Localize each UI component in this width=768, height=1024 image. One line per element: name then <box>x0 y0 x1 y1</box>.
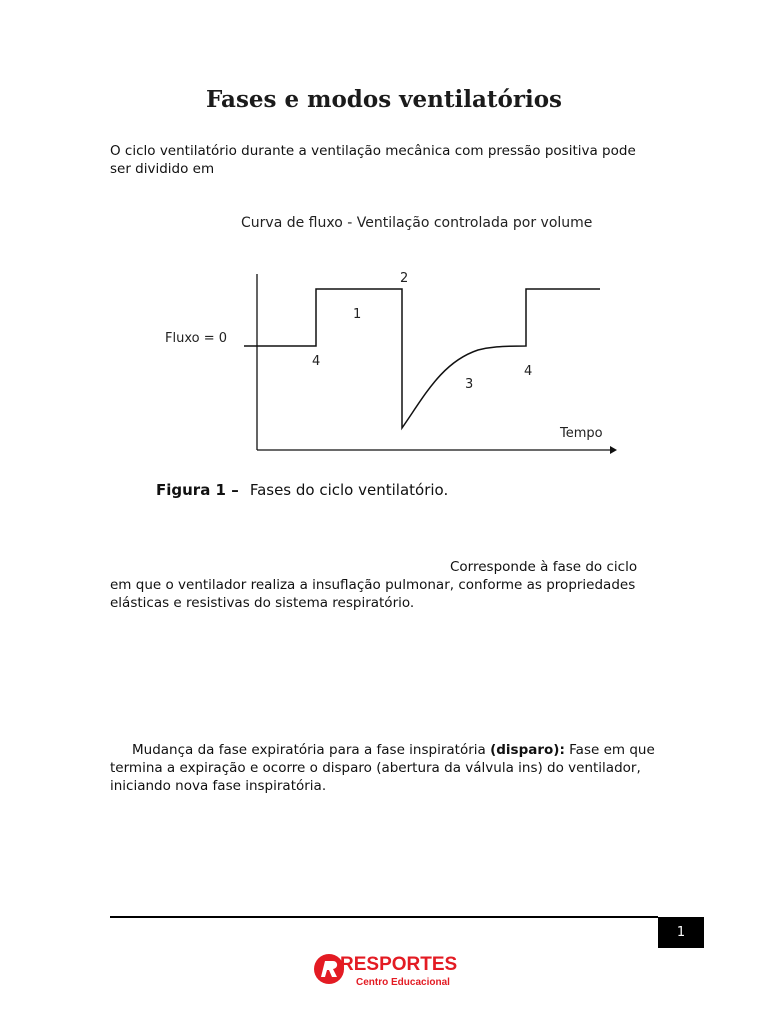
resportes-logo <box>312 950 456 994</box>
figure-caption <box>156 480 448 499</box>
figure-caption-number: Figura 1 – <box>156 481 239 499</box>
trigger-paragraph <box>110 741 660 795</box>
x-axis-arrow <box>610 446 617 454</box>
logo-brand-text: RESPORTES <box>340 954 458 975</box>
inspiration-paragraph <box>110 558 660 612</box>
trigger-paragraph-bold: (disparo): <box>490 742 565 758</box>
inspiration-paragraph-lead: Corresponde à fase do ciclo <box>450 559 638 575</box>
flow-zero-label: Fluxo = 0 <box>165 331 228 346</box>
page-number: 1 <box>658 917 704 948</box>
phase-label-4-first: 4 <box>312 354 321 369</box>
figure-caption-text: Fases do ciclo ventilatório. <box>249 481 449 499</box>
flow-curve-diagram <box>150 200 630 510</box>
chart-title: Curva de fluxo - Ventilação controlada por volume <box>241 215 593 231</box>
phase-label-1: 1 <box>353 307 362 322</box>
inspiration-paragraph-body: em que o ventilador realiza a insuflação pulmonar, conforme as propriedades elásticas e resistivas do sistema respiratório. <box>110 577 636 611</box>
logo-subtitle: Centro Educacional <box>356 977 450 988</box>
time-axis-label: Tempo <box>560 426 603 441</box>
trigger-paragraph-start: Mudança da fase expiratória para a fase inspiratória <box>132 742 491 758</box>
flow-curve-line <box>244 289 600 428</box>
flow-curve-figure <box>150 200 630 510</box>
trigger-paragraph-end: Fase em que termina a expiração e ocorre o disparo (abertura da válvula ins) do ventilador, iniciando nova fase inspiratória. <box>110 742 655 794</box>
phase-label-4-second: 4 <box>524 364 533 379</box>
phase-label-2: 2 <box>400 271 409 286</box>
footer-divider <box>110 916 658 918</box>
intro-paragraph: O ciclo ventilatório durante a ventilação mecânica com pressão positiva pode ser dividido em <box>110 143 636 177</box>
phase-label-3: 3 <box>465 377 474 392</box>
page-title: Fases e modos ventilatórios <box>205 86 563 113</box>
